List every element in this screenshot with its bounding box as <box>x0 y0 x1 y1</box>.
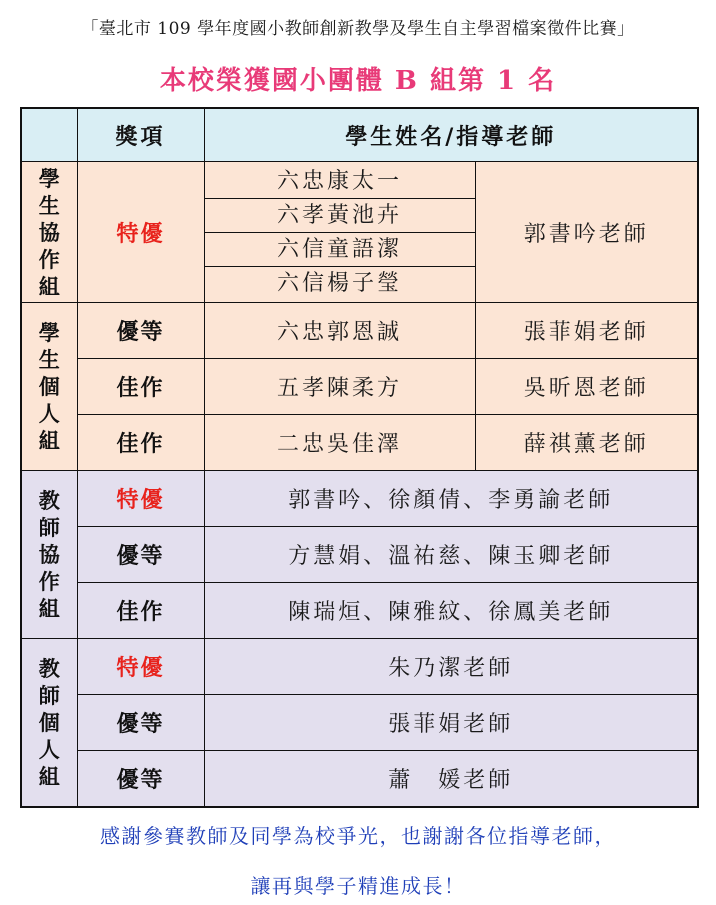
table-row <box>21 583 698 639</box>
student-name: 六忠郭恩誠 <box>204 303 475 359</box>
award-label: 優等 <box>77 303 204 359</box>
student-name: 六信楊子瑩 <box>276 270 402 296</box>
table-row <box>21 527 698 583</box>
teacher-names: 郭書吟、徐顏倩、李勇諭老師 <box>204 471 698 527</box>
award-label: 特優 <box>77 162 204 303</box>
category-teacher-collab: 教 師 協 作 組 <box>21 471 77 639</box>
thanks-line-1: 感謝參賽教師及同學為校爭光，也謝謝各位指導老師， <box>100 824 616 848</box>
award-label: 特優 <box>77 639 204 695</box>
page-header: 「臺北市 109 學年度國小教師創新教學及學生自主學習檔案徵件比賽」 <box>81 19 635 39</box>
thanks-line-2: 讓再與學子精進成長！ <box>250 874 466 898</box>
table-row <box>21 471 698 527</box>
student-name: 六信童語潔 <box>205 233 475 267</box>
award-label: 佳作 <box>77 359 204 415</box>
category-student-collab: 學 生 協 作 組 <box>21 162 77 303</box>
teacher-names: 蕭 媛老師 <box>204 751 698 807</box>
teacher-name: 張菲娟老師 <box>475 303 698 359</box>
student-list <box>204 162 475 303</box>
header-names: 學生姓名/指導老師 <box>204 108 698 162</box>
teacher-names: 張菲娟老師 <box>204 695 698 751</box>
teacher-names: 方慧娟、溫祐慈、陳玉卿老師 <box>204 527 698 583</box>
teacher-names: 陳瑞烜、陳雅紋、徐鳳美老師 <box>204 583 698 639</box>
header-award: 獎項 <box>77 108 204 162</box>
table-header-row <box>21 108 698 162</box>
page-subtitle: 本校榮獲國小團體 B 組第 1 名 <box>159 66 557 96</box>
student-name: 六忠康太一 <box>205 165 475 199</box>
header-empty-cell <box>21 108 77 162</box>
category-student-individual: 學 生 個 人 組 <box>21 303 77 471</box>
award-table <box>20 107 699 808</box>
table-row <box>21 359 698 415</box>
student-name: 六孝黃池卉 <box>205 199 475 233</box>
table-row <box>21 639 698 695</box>
student-name: 二忠吳佳澤 <box>204 415 475 471</box>
category-teacher-individual: 教 師 個 人 組 <box>21 639 77 807</box>
award-label: 優等 <box>77 695 204 751</box>
teacher-name: 吳昕恩老師 <box>475 359 698 415</box>
table-row <box>21 162 698 303</box>
teacher-name: 薛祺薰老師 <box>475 415 698 471</box>
teacher-names: 朱乃潔老師 <box>204 639 698 695</box>
table-row <box>21 303 698 359</box>
award-label: 優等 <box>77 527 204 583</box>
teacher-name: 郭書吟老師 <box>475 162 698 303</box>
award-label: 佳作 <box>77 415 204 471</box>
table-row <box>21 751 698 807</box>
award-label: 優等 <box>77 751 204 807</box>
student-name: 五孝陳柔方 <box>204 359 475 415</box>
table-row <box>21 695 698 751</box>
award-label: 特優 <box>77 471 204 527</box>
table-row <box>21 415 698 471</box>
award-label: 佳作 <box>77 583 204 639</box>
